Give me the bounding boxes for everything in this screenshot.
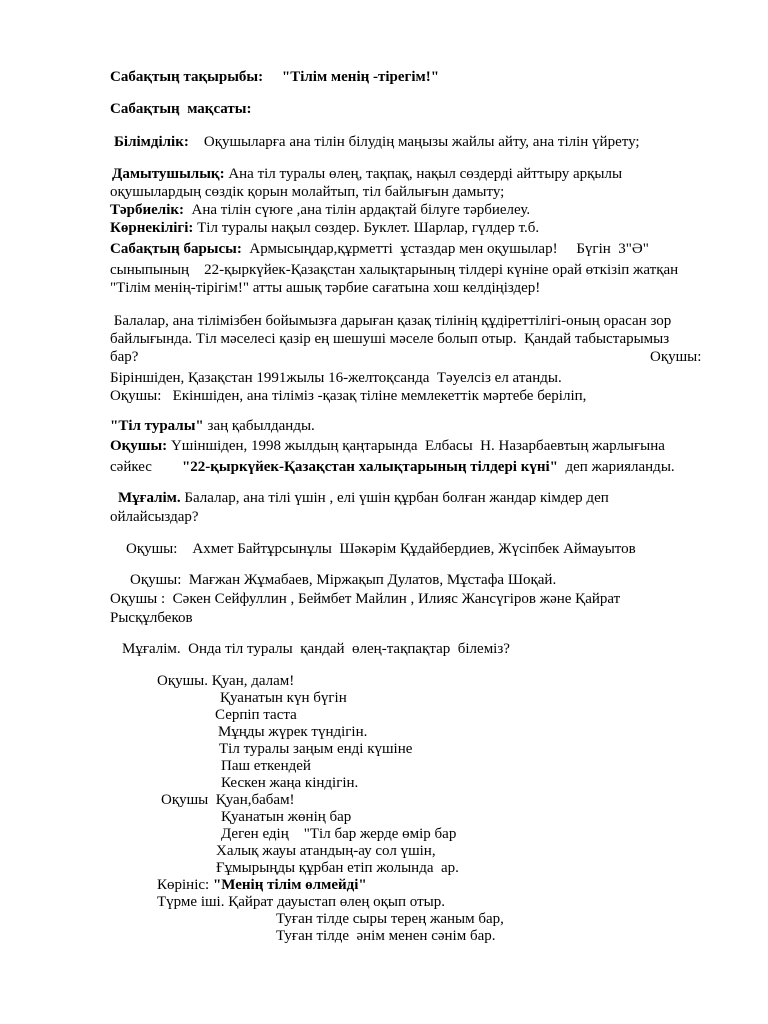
paragraph-line-3-right: Оқушы: <box>650 349 702 365</box>
scene-verse-1: Туған тілде сыры терең жаным бар, <box>276 911 504 927</box>
poem-1-line-5: Тіл туралы заңым енді күшіне <box>219 741 413 757</box>
poem-1-line-3: Серпіп таста <box>215 707 297 723</box>
developmental-label: Дамытушылық: <box>112 166 225 182</box>
poem-1-line-1: Оқушы. Қуан, далам! <box>157 673 295 689</box>
poem-2-line-2: Қуанатын жөнің бар <box>221 809 352 825</box>
poem-1-line-6: Паш еткендей <box>221 758 311 774</box>
scene-label: Көрініс: <box>157 877 210 893</box>
paragraph-line-2: байлығында. Тіл мәселесі қазір ең шешуші мәселе болып отыр. Қандай табыстарымыз <box>110 331 670 347</box>
lesson-title-label: Сабақтың тақырыбы: <box>110 69 264 85</box>
educational-label: Білімділік: <box>114 134 189 150</box>
poem-1-line-4: Мұңды жүрек түндігін. <box>218 724 368 740</box>
poem-2-line-3: Деген едің "Тіл бар жерде өмір бар <box>221 826 457 842</box>
lesson-flow-line-2: сыныпының 22-қыркүйек-Қазақстан халықтарының тілдері күніне орай өткізіп жатқан <box>110 262 679 278</box>
paragraph-line-1: Балалар, ана тілімізбен бойымызға дарыған қазақ тілінің құдіреттілігі-оның орасан зор <box>110 313 672 329</box>
visuals-line: Көрнекілігі: Тіл туралы нақыл сөздер. Буклет. Шарлар, гүлдер т.б. <box>110 220 540 236</box>
lesson-flow-line-1: Сабақтың барысы: Армысыңдар,құрметті ұстаздар мен оқушылар! Бүгін 3"Ә" <box>110 241 649 257</box>
poem-2-line-5: Ғұмырыңды құрбан етіп жолында ар. <box>216 860 459 876</box>
answer-3-line-2: Рысқұлбеков <box>110 610 193 626</box>
answer-1: Оқушы: Ахмет Байтұрсынұлы Шәкәрім Құдайбердиев, Жүсіпбек Аймауытов <box>126 541 636 557</box>
paragraph-line-3-left: бар? <box>110 349 139 365</box>
lesson-flow-line-3: "Тілім менің-тірігім!" атты ашық тәрбие сағатына хош келдіңіздер! <box>110 280 541 296</box>
developmental-line-1: Дамытушылық: Ана тіл туралы өлең, тақпақ, нақыл сөздерді айттыру арқылы <box>112 166 623 182</box>
teacher-question-1-line-1: Мұғалім. Балалар, ана тілі үшін , елі үшін құрбан болған жандар кімдер деп <box>118 490 609 506</box>
paragraph-line-5: Оқушы: Екіншіден, ана тіліміз -қазақ тіліне мемлекеттік мәртебе беріліп, <box>110 388 587 404</box>
teacher-label: Мұғалім. <box>118 490 181 506</box>
poem-1-line-7: Кескен жаңа кіндігін. <box>221 775 359 791</box>
upbringing-label: Тәрбиелік: <box>110 202 185 218</box>
law-line: "Тіл туралы" заң қабылданды. <box>110 418 315 434</box>
third-line-2: сәйкес "22-қыркүйек-Қазақстан халықтарының тілдері күні" деп жарияланды. <box>110 459 675 475</box>
scene-description: Түрме іші. Қайрат дауыстап өлең оқып отыр. <box>157 894 445 910</box>
answer-2: Оқушы: Мағжан Жұмабаев, Міржақып Дулатов, Мұстафа Шоқай. <box>130 572 557 588</box>
poem-1-line-2: Қуанатын күн бүгін <box>220 690 347 706</box>
lesson-title-line <box>110 69 439 86</box>
paragraph-line-4: Біріншіден, Қазақстан 1991жылы 16-желтоқсанда Тәуелсіз ел атанды. <box>110 370 562 386</box>
scene-verse-2: Туған тілде әнім менен сәнім бар. <box>276 928 496 944</box>
third-line-1: Оқушы: Үшіншіден, 1998 жылдың қаңтарында Елбасы Н. Назарбаевтың жарлығына <box>110 438 665 454</box>
poem-2-line-4: Халық жауы атандың-ау сол үшін, <box>216 843 436 859</box>
teacher-question-2: Мұғалім. Онда тіл туралы қандай өлең-тақпақтар білеміз? <box>122 641 510 657</box>
lesson-flow-label: Сабақтың барысы: <box>110 241 242 257</box>
teacher-question-1-line-2: ойлайсыздар? <box>110 509 199 525</box>
lesson-title-value: "Тілім менің -тірегім!" <box>281 69 440 85</box>
third-label: Оқушы: <box>110 438 168 454</box>
educational-line <box>114 134 640 151</box>
answer-3-line-1: Оқушы : Сәкен Сейфуллин , Беймбет Майлин , Илияс Жансүгіров және Қайрат <box>110 591 621 607</box>
scene-title: "Менің тілім өлмейді" <box>212 877 367 893</box>
poem-2-line-1: Оқушы Қуан,бабам! <box>161 792 295 808</box>
upbringing-line: Тәрбиелік: Ана тілін сүюге ,ана тілін ардақтай білуге тәрбиелеу. <box>110 202 531 218</box>
scene-line <box>157 877 367 894</box>
developmental-line-2: оқушылардың сөздік қорын молайтып, тіл байлығын дамыту; <box>110 184 505 200</box>
goal-heading: Сабақтың мақсаты: <box>110 101 252 117</box>
visuals-label: Көрнекілігі: <box>110 220 194 236</box>
educational-text: Оқушыларға ана тілін білудің маңызы жайлы айту, ана тілін үйрету; <box>203 134 640 150</box>
